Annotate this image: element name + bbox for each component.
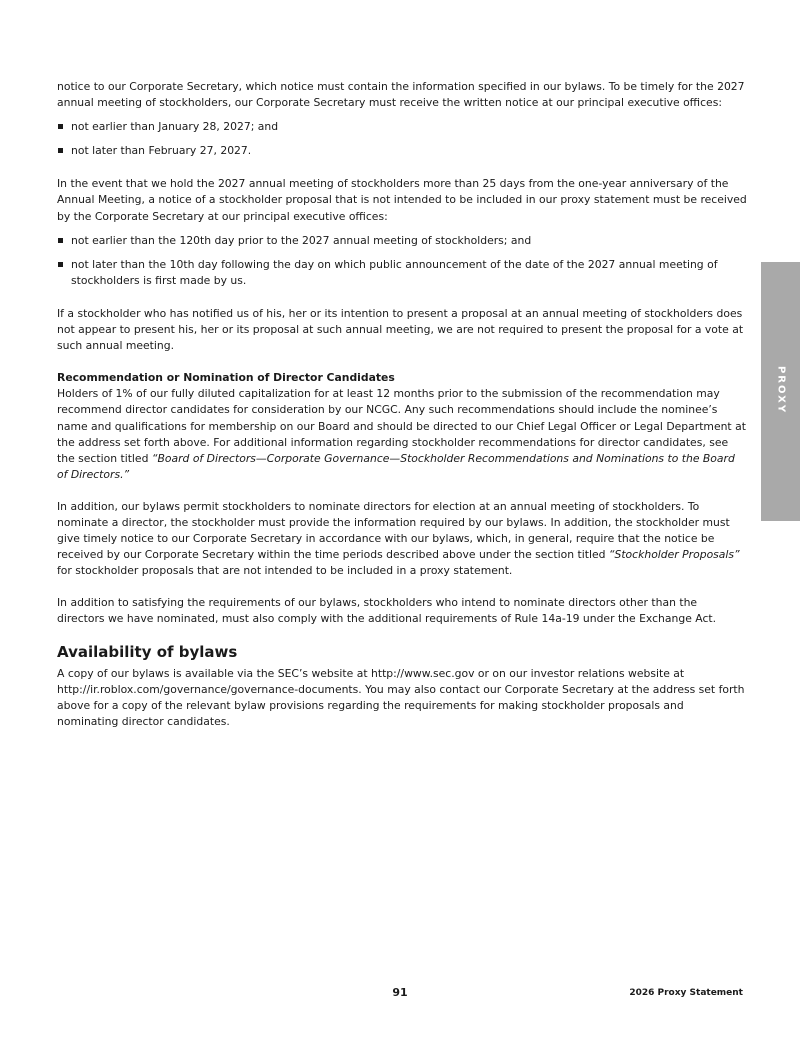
list-item: not earlier than January 28, 2027; and	[57, 119, 747, 135]
paragraph-recommendation: Holders of 1% of our fully diluted capitalization for at least 12 months prior to the submission of the recommendation may recommend director candidates for consideration by our NCGC. Any such recommendations should include the nominee’s name and qualifications for membership on our Board and should be directed to our Chief Legal Officer or Legal Department at the address set forth above. For additional information regarding stockholder recommendations for director candidates, see the section titled “Board of Directors—Corporate Governance—Stockholder Recommendations and Nominations to the Board of Directors.”	[57, 387, 746, 481]
list-item: not later than February 27, 2027.	[57, 143, 747, 159]
bullet-square-icon	[58, 262, 63, 267]
bullet-square-icon	[58, 148, 63, 153]
bullet-square-icon	[58, 238, 63, 243]
paragraph-alt-meeting-date: In the event that we hold the 2027 annual meeting of stockholders more than 25 days from the one-year anniversary of the Annual Meeting, a notice of a stockholder proposal that is not intended to be included in our proxy statement must be received by the Corporate Secretary at our principal executive offices:	[57, 177, 747, 223]
page-number: 91	[392, 986, 408, 999]
list-item: not earlier than the 120th day prior to the 2027 annual meeting of stockholders; and	[57, 233, 747, 249]
paragraph-no-show: If a stockholder who has notified us of his, her or its intention to present a proposal at an annual meeting of stockholders does not appear to present his, her or its proposal at such annual meeting, we are not required to present the proposal for a vote at such annual meeting.	[57, 306, 744, 353]
paragraph-notice-timing: notice to our Corporate Secretary, which notice must contain the information specified in our bylaws. To be timely for the 2027 annual meeting of stockholders, our Corporate Secretary must receive the written notice at our principal executive offices:	[57, 80, 745, 110]
footer-document-title: 2026 Proxy Statement	[629, 988, 743, 998]
timing-bullet-list	[57, 119, 747, 159]
side-tab-label: PROXY	[775, 365, 786, 415]
list-item: not later than the 10th day following the day on which public announcement of the date of the 2027 annual meeting of stockholders is first made by us.	[57, 257, 747, 289]
alt-timing-bullet-list	[57, 233, 747, 289]
section-side-tab	[761, 262, 800, 521]
section-reference-board: “Board of Directors—Corporate Governance—Stockholder Recommendations and Nominations to the Board of Directors.”	[57, 451, 735, 481]
availability-heading: Availability of bylaws	[57, 642, 238, 661]
paragraph-nomination: In addition, our bylaws permit stockholders to nominate directors for election at an annual meeting of stockholders. To nominate a director, the stockholder must provide the information required by our bylaws. In addition, the stockholder must give timely notice to our Corporate Secretary in accordance with our bylaws, which, in general, require that the notice be received by our Corporate Secretary within the time periods described above under the section titled “Stockholder Proposals” for stockholder proposals that are not intended to be included in a proxy statement.	[57, 499, 740, 578]
paragraph-rule-14a19: In addition to satisfying the requirements of our bylaws, stockholders who intend to nominate directors other than the directors we have nominated, must also comply with the additional requirements of Rule 14a-19 under the Exchange Act.	[57, 596, 717, 626]
recommendation-heading: Recommendation or Nomination of Director Candidates	[57, 371, 395, 385]
paragraph-availability: A copy of our bylaws is available via the SEC’s website at http://www.sec.gov or on our investor relations website at http://ir.roblox.com/governance/governance-documents. You may also contact our Corporate Secretary at the address set forth above for a copy of the relevant bylaw provisions regarding the requirements for making stockholder proposals and nominating director candidates.	[57, 666, 745, 728]
page-body	[57, 79, 747, 730]
section-reference-proposals: “Stockholder Proposals”	[608, 548, 740, 562]
bullet-square-icon	[58, 124, 63, 129]
